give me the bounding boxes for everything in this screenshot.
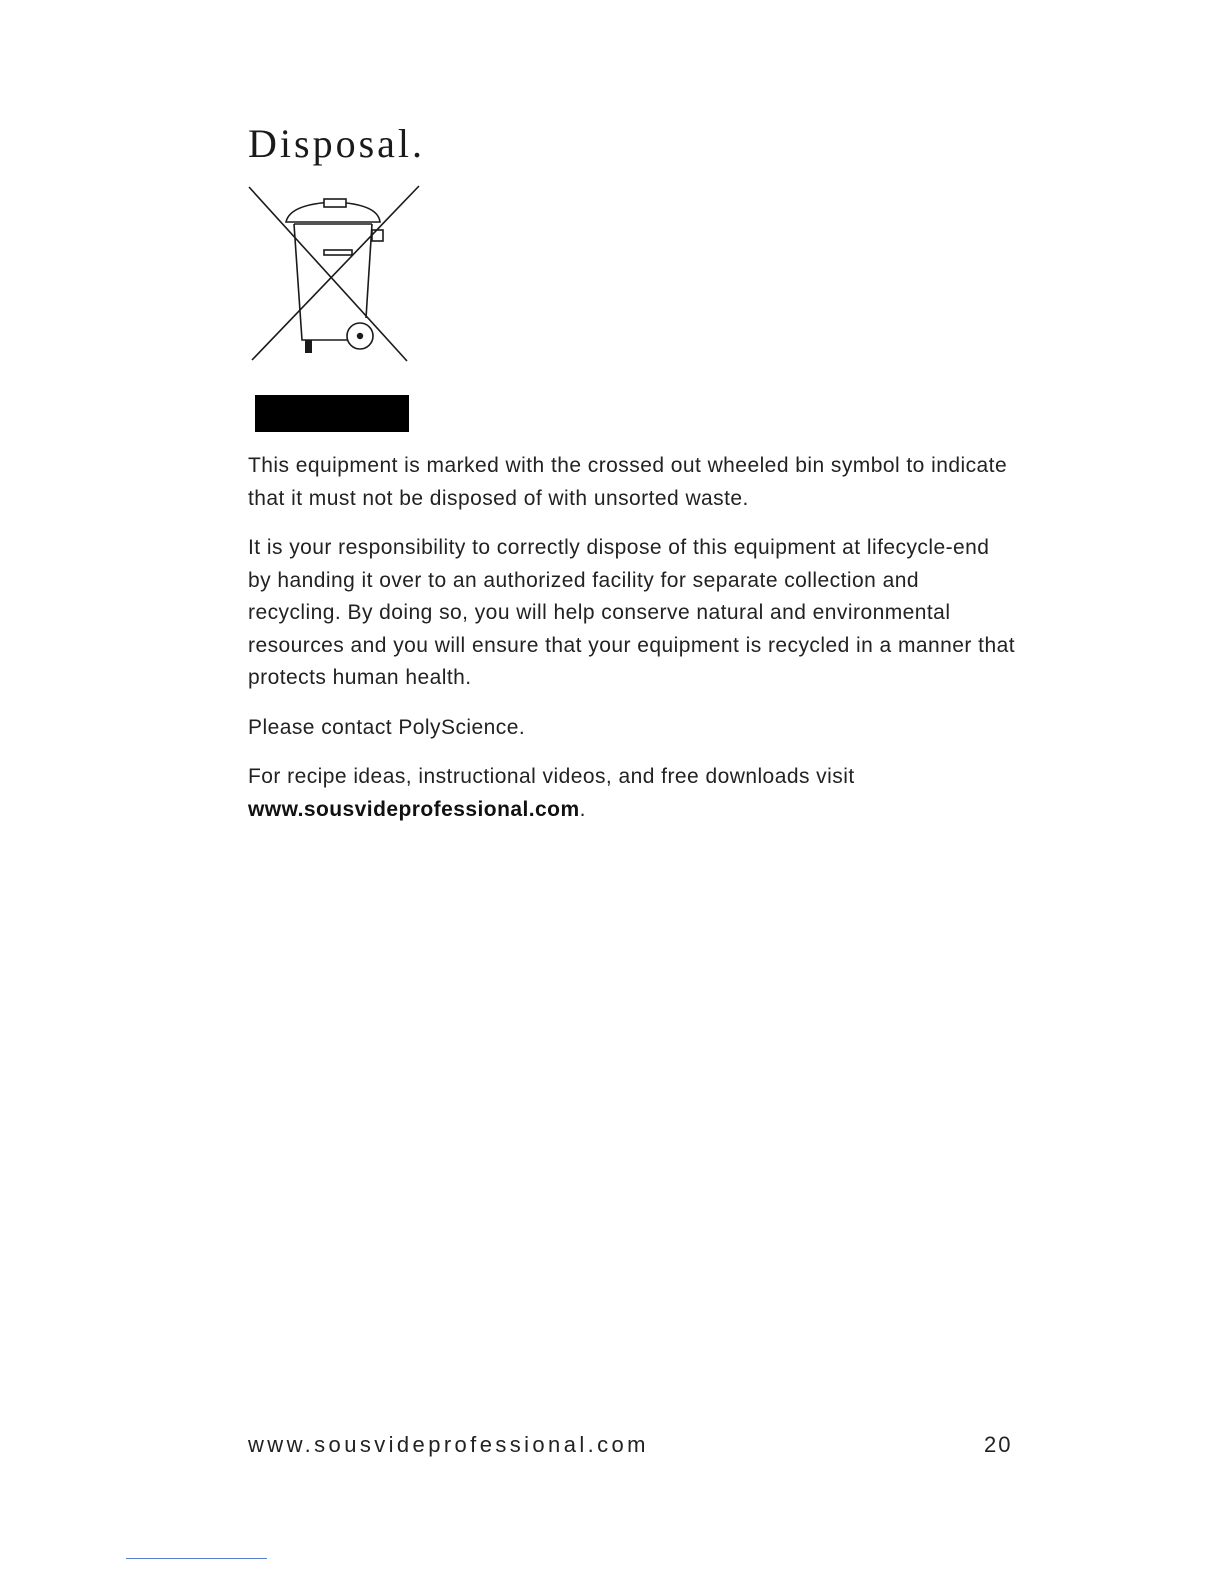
footer-url: www.sousvideprofessional.com — [248, 1432, 649, 1457]
crossed-out-wheeled-bin-icon — [246, 184, 422, 364]
recipes-text: For recipe ideas, instructional videos, and free downloads visit — [248, 765, 855, 788]
website-link[interactable]: www.sousvideprofessional.com — [248, 797, 580, 821]
paragraph-contact: Please contact PolyScience. — [248, 715, 526, 739]
page-number: 20 — [984, 1432, 1013, 1457]
body-text — [248, 450, 1018, 843]
recipes-period: . — [579, 797, 586, 821]
black-bar — [255, 395, 409, 432]
paragraph-responsibility: It is your responsibility to correctly dispose of this equipment at lifecycle-end by handing it over to an authorized facility for separate collection and recycling. By doing so, you will help conserve natural and environmental resources and you will ensure that your equipment is recycled in a manner that protects human health. — [248, 536, 1015, 689]
bottom-rule — [126, 1558, 267, 1559]
page-title: Disposal. — [248, 121, 425, 166]
paragraph-recipes — [248, 761, 1018, 826]
paragraph-bin-symbol: This equipment is marked with the crossed out wheeled bin symbol to indicate that it must not be disposed of with unsorted waste. — [248, 454, 1008, 510]
